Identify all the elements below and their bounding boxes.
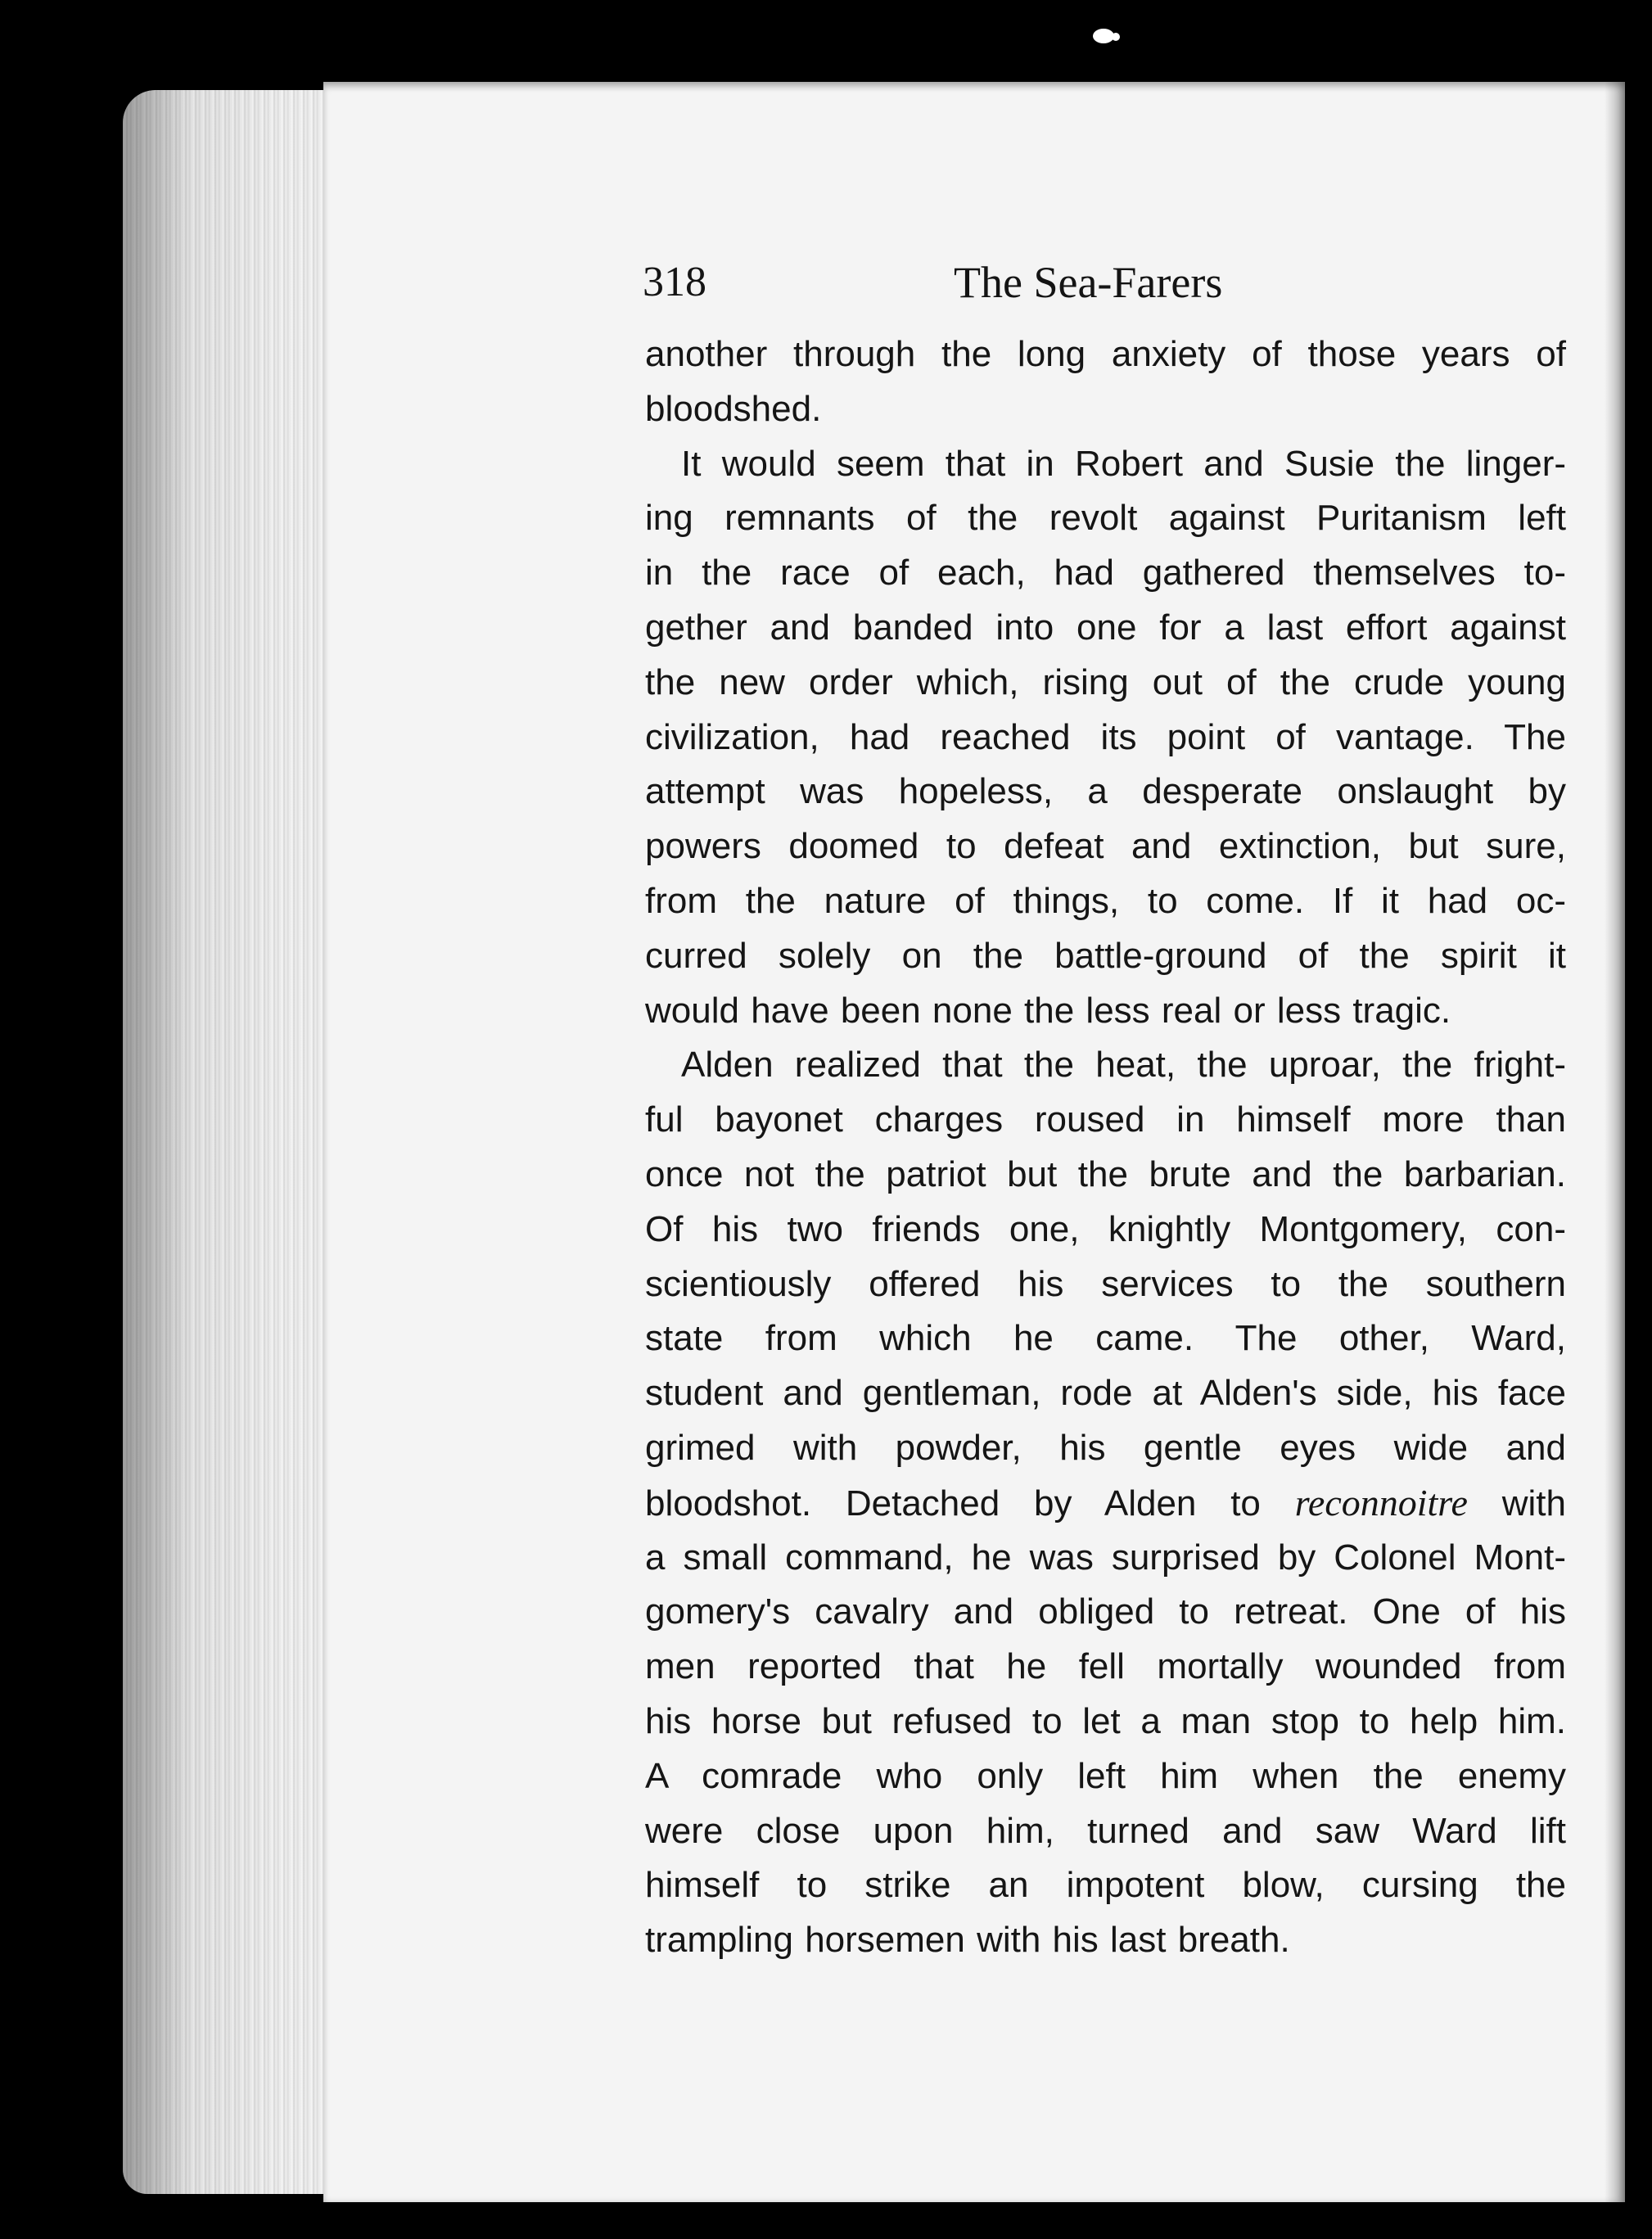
text-line-with-italic	[645, 1476, 1566, 1531]
page-number: 318	[643, 259, 706, 305]
text-line: once not the patriot but the brute and the barbarian.	[645, 1153, 1566, 1194]
text-fragment: with	[1467, 1483, 1566, 1524]
text-line: in the race of each, had gathered themselves to-	[645, 553, 1566, 594]
text-line: ing remnants of the revolt against Puritanism left	[645, 498, 1566, 539]
text-line: were close upon him, turned and saw Ward lift	[645, 1810, 1566, 1851]
text-line: himself to strike an impotent blow, cursing the	[645, 1865, 1566, 1906]
text-line: gether and banded into one for a last effort against	[645, 607, 1566, 648]
italic-word: reconnoitre	[1294, 1481, 1468, 1524]
text-line: another through the long anxiety of those years of	[645, 334, 1566, 374]
text-fragment: bloodshot. Detached by Alden to	[645, 1483, 1295, 1524]
body-text	[645, 327, 1566, 1968]
text-line: It would seem that in Robert and Susie the linger-	[681, 443, 1566, 484]
text-line: would have been none the less real or less tragic.	[645, 990, 1451, 1031]
text-line: curred solely on the battle-ground of the spirit it	[645, 935, 1566, 976]
text-line: student and gentleman, rode at Alden's side, his face	[645, 1373, 1566, 1414]
text-line: gomery's cavalry and obliged to retreat. One of his	[645, 1591, 1566, 1632]
text-line: state from which he came. The other, Ward,	[645, 1318, 1566, 1359]
text-line: Alden realized that the heat, the uproar, the fright-	[681, 1045, 1566, 1086]
scan-speck	[1112, 33, 1120, 41]
page-header	[643, 246, 1232, 319]
running-head: The Sea-Farers	[954, 258, 1223, 307]
book-page	[323, 82, 1625, 2202]
text-line: attempt was hopeless, a desperate onslaught by	[645, 771, 1566, 812]
text-line: scientiously offered his services to the southern	[645, 1263, 1566, 1304]
text-line: his horse but refused to let a man stop to help him.	[645, 1700, 1566, 1741]
text-line: bloodshed.	[645, 388, 822, 429]
text-line: ful bayonet charges roused in himself more than	[645, 1099, 1566, 1140]
text-line: the new order which, rising out of the crude young	[645, 661, 1566, 702]
text-line: men reported that he fell mortally wounded from	[645, 1646, 1566, 1687]
text-line: a small command, he was surprised by Colonel Mont-	[645, 1537, 1566, 1578]
text-line: trampling horsemen with his last breath.	[645, 1920, 1290, 1961]
text-line: Of his two friends one, knightly Montgomery, con-	[645, 1208, 1566, 1249]
text-line: from the nature of things, to come. If it had oc-	[645, 880, 1566, 921]
text-line: powers doomed to defeat and extinction, but sure,	[645, 826, 1566, 867]
text-line: grimed with powder, his gentle eyes wide and	[645, 1427, 1566, 1468]
text-line: civilization, had reached its point of vantage. The	[645, 716, 1566, 757]
text-line: A comrade who only left him when the enemy	[645, 1755, 1566, 1796]
